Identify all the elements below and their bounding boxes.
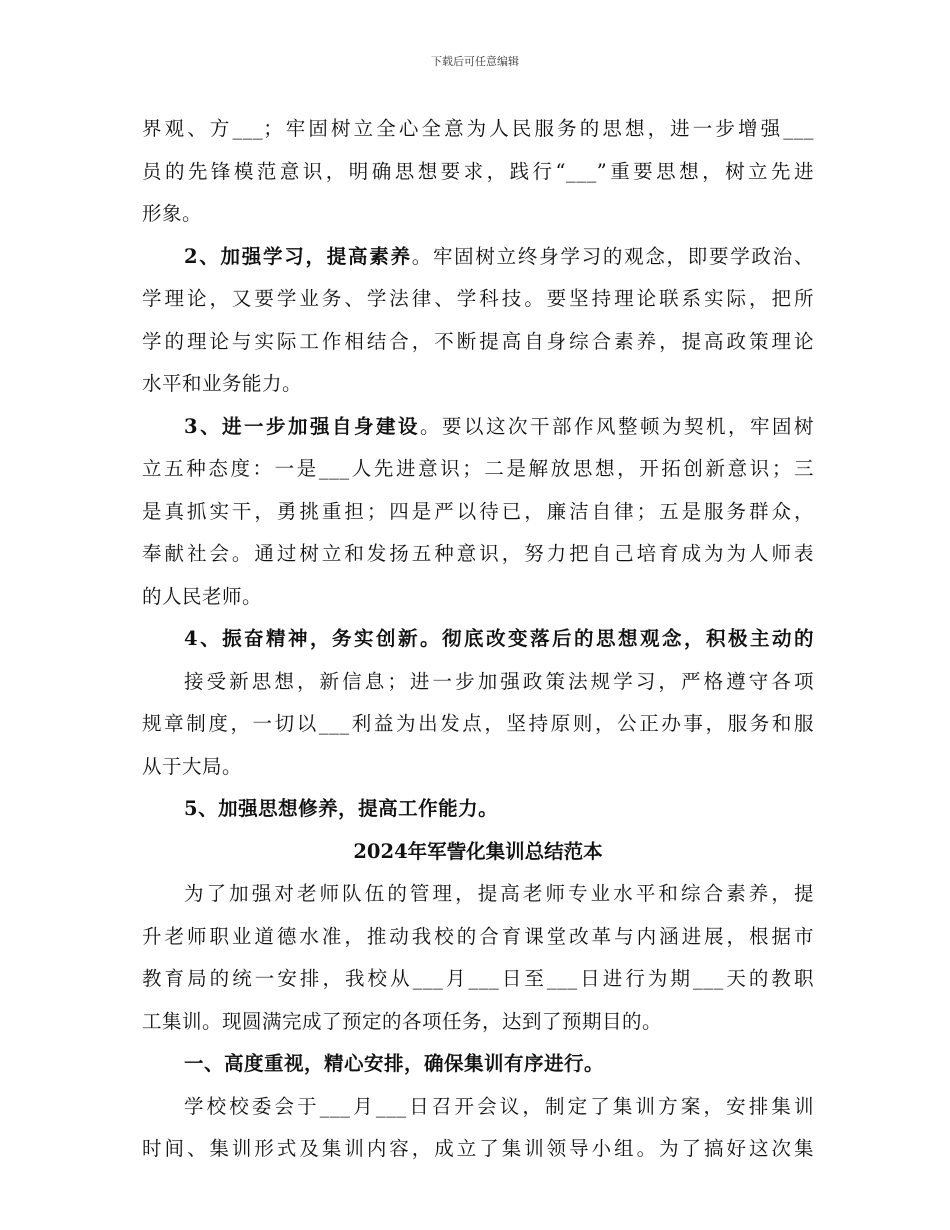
line-text: 规章制度，一切以___利益为出发点，坚持原则，公正办事，服务和服 xyxy=(142,712,814,735)
text-line xyxy=(142,788,814,831)
line-text: 接受新思想，新信息；进一步加强政策法规学习，严格遵守各项 xyxy=(184,669,814,693)
document-body xyxy=(142,108,814,1171)
line-text: 为了加强对老师队伍的管理，提高老师专业水平和综合素养，提 xyxy=(184,882,814,905)
line-text: 立五种态度：一是___人先进意识；二是解放思想，开拓创新意识；三 xyxy=(142,457,814,480)
bold-heading: 4、振奋精神，务实创新。彻底改变落后的思想观念，积极主动的 xyxy=(184,627,814,650)
text-line xyxy=(142,278,814,321)
text-line xyxy=(142,363,814,406)
text-line xyxy=(142,1001,814,1044)
line-text: 教育局的统一安排，我校从___月___日至___日进行为期___天的教职 xyxy=(142,967,814,990)
bold-heading: 一、高度重视，精心安排，确保集训有序进行。 xyxy=(184,1052,605,1075)
text-line xyxy=(142,1086,814,1129)
line-text: 从于大局。 xyxy=(142,754,243,778)
text-line xyxy=(142,746,814,789)
text-line xyxy=(142,661,814,704)
text-line xyxy=(142,321,814,364)
section-title xyxy=(142,831,814,874)
line-text: 界观、方___；牢固树立全心全意为人民服务的思想，进一步增强___ xyxy=(142,117,814,140)
line-text: 奉献社会。通过树立和发扬五种意识，努力把自己培育成为为人师表 xyxy=(142,542,814,565)
text-line xyxy=(142,406,814,449)
line-text: 。要以这次干部作风整顿为契机，牢固树 xyxy=(420,414,814,438)
text-line xyxy=(142,916,814,959)
text-line xyxy=(142,108,814,151)
line-text: 。牢固树立终身学习的观念，即要学政治、 xyxy=(411,244,814,268)
text-line xyxy=(142,533,814,576)
line-text: 水平和业务能力。 xyxy=(142,372,303,395)
line-text: 员的先锋模范意识，明确思想要求，践行“___”重要思想，树立先进 xyxy=(142,159,814,183)
text-line xyxy=(142,576,814,619)
line-text: 学理论，又要学业务、学法律、学科技。要坚持理论联系实际，把所 xyxy=(142,287,814,310)
bold-heading: 5、加强思想修养，提高工作能力。 xyxy=(184,797,499,820)
bold-heading: 2、加强学习，提高素养 xyxy=(184,244,412,268)
line-text: 是真抓实干，勇挑重担；四是严以待已，廉洁自律；五是服务群众， xyxy=(142,499,814,523)
page-header-note: 下载后可任意编辑 xyxy=(431,55,519,68)
text-line xyxy=(142,873,814,916)
text-line xyxy=(142,618,814,661)
line-text: 2024年军訾化集训总结范本 xyxy=(353,839,603,863)
line-text: 时间、集训形式及集训内容，成立了集训领导小组。为了搞好这次集 xyxy=(142,1137,814,1160)
text-line xyxy=(142,448,814,491)
text-line xyxy=(142,1128,814,1171)
line-text: 学的理论与实际工作相结合，不断提高自身综合素养，提高政策理论 xyxy=(142,329,814,353)
bold-heading: 3、进一步加强自身建设 xyxy=(184,414,421,438)
text-line xyxy=(142,151,814,194)
line-text: 的人民老师。 xyxy=(142,584,263,608)
text-line xyxy=(142,491,814,534)
text-line xyxy=(142,193,814,236)
text-line xyxy=(142,236,814,279)
line-text: 学校校委会于___月___日召开会议，制定了集训方案，安排集训 xyxy=(184,1094,814,1118)
text-line xyxy=(142,703,814,746)
text-line xyxy=(142,1043,814,1086)
line-text: 工集训。现圆满完成了预定的各项任务，达到了预期目的。 xyxy=(142,1009,663,1033)
text-line xyxy=(142,958,814,1001)
line-text: 形象。 xyxy=(142,202,203,225)
line-text: 升老师职业道德水准，推动我校的合育课堂改革与内涵进展，根据市 xyxy=(142,924,814,948)
